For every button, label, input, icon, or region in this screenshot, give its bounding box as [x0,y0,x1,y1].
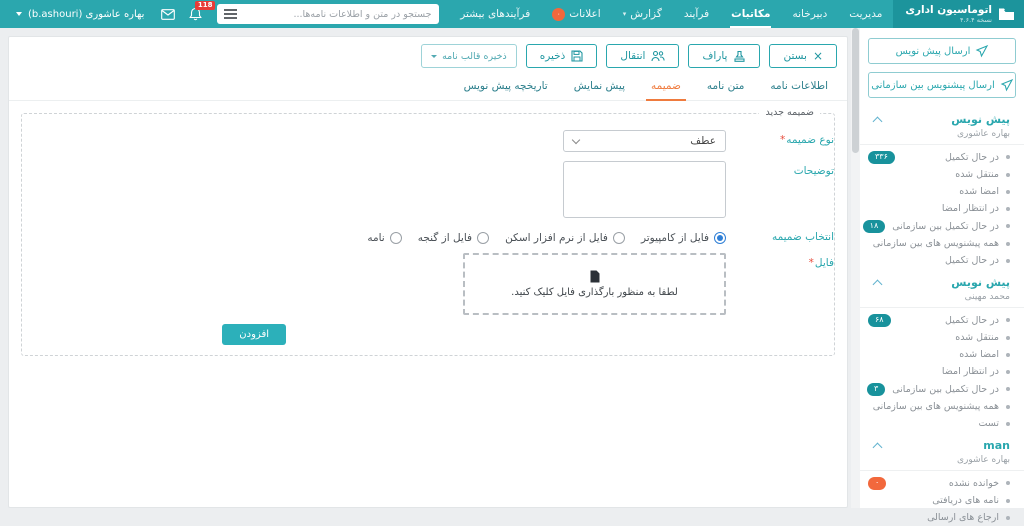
bullet-icon [1006,155,1010,159]
sidebar-folder-label: در حال تکمیل [945,151,999,163]
sidebar-folder-item[interactable] [860,474,1024,492]
sidebar-folder-label: همه پیشنویس های بین سازمانی [872,401,999,412]
sidebar-folder-label: نامه های دریافتی [932,495,999,506]
description-label: توضیحات [793,165,834,177]
add-attachment-button[interactable]: افزودن [222,324,286,345]
tab[interactable]: اطلاعات نامه [770,80,828,92]
section-owner: بهاره عاشوری [860,454,1024,471]
section-items [860,474,1024,526]
tab[interactable]: متن نامه [706,80,745,92]
sidebar-folder-label: منتقل شده [955,332,999,343]
app-logo[interactable] [893,0,1024,28]
topnav-item[interactable] [449,0,541,28]
sidebar-folder-item[interactable] [860,166,1024,183]
sidebar-folder-label: امضا شده [959,186,999,197]
radio-option[interactable] [367,232,401,244]
bullet-icon [1006,242,1010,246]
sidebar-folder-item[interactable] [860,329,1024,346]
bullet-icon [1006,353,1010,357]
letter-toolbar [9,37,847,71]
letter-tabs [9,71,847,101]
close-button[interactable] [769,44,837,68]
radio-label: نامه [367,232,385,244]
file-label: فایل* [808,257,834,269]
search-input[interactable] [243,9,439,20]
user-menu[interactable] [0,9,154,20]
sidebar-folder-label: امضا شده [959,349,999,360]
bullet-icon [1006,481,1010,485]
section-owner: محمد مهینی [860,291,1024,308]
topnav-item[interactable] [673,0,720,28]
search-box [217,4,439,24]
choose-attachment-row [22,227,834,244]
radio-option[interactable] [505,232,625,244]
save-icon [571,50,583,62]
sidebar-folder-label: همه پیشنویس های بین سازمانی [872,238,999,249]
sidebar-folder-label: در حال تکمیل بین سازمانی [892,383,999,395]
sidebar-folder-item[interactable] [860,380,1024,398]
add-row [22,324,834,345]
sidebar-folder-label: تست [978,418,999,429]
radio-label: فایل از گنجه [417,232,473,244]
sidebar-folder-label: منتقل شده [955,169,999,180]
sidebar-folder-item[interactable] [860,509,1024,526]
send-draft-label: ارسال پیش نویس [895,45,971,57]
paraph-button[interactable] [688,44,760,68]
sidebar-folder-item[interactable] [860,183,1024,200]
app-title: اتوماسیون اداری [905,3,992,16]
section-title: پیش نویس [951,276,1010,289]
send-icon [1001,79,1013,91]
send-interorg-label: ارسال پیشنویس بین سازمانی [871,79,995,91]
tab[interactable]: پیش نمایش [573,80,626,92]
envelope-icon [161,9,175,20]
count-badge: ۱۸ [863,220,886,233]
sidebar-folder-item[interactable] [860,235,1024,252]
notifications-bell-button[interactable] [182,0,213,28]
radio-icon [714,232,726,244]
bullet-icon [1006,387,1010,391]
sidebar-folder-item[interactable] [860,492,1024,509]
count-badge: ۳۳۶ [868,151,895,164]
sidebar-folder-label: در انتظار امضا [941,366,999,377]
sidebar-folder-item[interactable] [860,311,1024,329]
tab[interactable]: تاریخچه پیش نویس [463,80,548,92]
close-label: بستن [783,50,807,62]
topnav-item-label: مدیریت [849,8,883,20]
sidebar-folder-item[interactable] [860,200,1024,217]
topnav-item-label: اعلانات [569,8,601,20]
bullet-icon [1006,405,1010,409]
paraph-label: پاراف [702,50,728,62]
document-icon [590,270,600,283]
fieldset-legend: ضمیمه جدید [759,107,820,118]
user-name: بهاره عاشوری (b.ashouri) [28,8,145,20]
bullet-icon [1006,516,1010,520]
app-version: نسخه ۴.۶.۴ [960,16,992,24]
sidebar-folder-item[interactable] [860,217,1024,235]
radio-icon [613,232,625,244]
stamp-icon [733,50,746,63]
sidebar-section-header[interactable] [860,106,1024,128]
topnav-item[interactable] [541,0,611,28]
description-textarea[interactable] [563,161,726,218]
choose-attachment-label: انتخاب ضمیمه [771,231,834,243]
mail-count-badge: 118 [195,1,216,10]
send-interorg-draft-button[interactable] [868,72,1016,98]
chevron-up-icon [873,116,883,126]
sidebar-folder-label: در حال تکمیل [945,255,999,266]
caret-down-icon [431,55,437,58]
section-items [860,148,1024,269]
sidebar-folder-item[interactable] [860,363,1024,380]
attachment-type-select[interactable] [563,130,726,152]
sidebar-scrollbar[interactable] [851,28,860,508]
topnav-item-label: فرآیندهای بیشتر [460,8,531,20]
sidebar-folder-label: خوانده نشده [948,477,999,489]
send-draft-button[interactable] [868,38,1016,64]
section-items [860,311,1024,432]
sidebar-folder-item[interactable] [860,148,1024,166]
file-row [22,253,834,315]
selected-option: عطف [690,135,716,147]
topnav-item[interactable] [720,0,781,28]
chevron-up-icon [873,442,883,452]
main-nav [449,0,893,28]
bullet-icon [1006,318,1010,322]
scrollbar-thumb[interactable] [852,28,859,153]
save-label: ذخیره [539,50,566,62]
bullet-icon [1006,224,1010,228]
count-badge: ۶۸ [868,314,891,327]
folder-icon [998,7,1015,21]
dropzone-hint: لطفا به منظور بارگذاری فایل کلیک کنید. [511,287,678,298]
main-layout [0,28,1024,523]
chevron-down-icon [572,135,580,143]
section-title: پیش نویس [951,113,1010,126]
folders-sidebar [860,28,1024,523]
attachment-type-label: نوع ضمیمه* [779,134,834,146]
required-asterisk: * [808,257,814,269]
count-badge: ۳ [867,383,885,396]
sidebar-folder-item[interactable] [860,398,1024,415]
sidebar-folder-label: در حال تکمیل [945,314,999,326]
radio-option[interactable] [641,232,726,244]
section-title: man [983,439,1010,452]
sidebar-folder-item[interactable] [860,415,1024,432]
attachment-type-row [22,130,834,152]
radio-icon [477,232,489,244]
hamburger-menu-icon[interactable] [217,4,243,24]
topnav-item-label: مکاتبات [731,8,771,20]
file-dropzone[interactable] [463,253,726,315]
chevron-up-icon [873,279,883,289]
bullet-icon [1006,173,1010,177]
section-owner: بهاره عاشوری [860,128,1024,145]
bullet-icon [1006,370,1010,374]
content-area [0,28,851,508]
radio-label: فایل از کامپیوتر [640,232,709,244]
save-template-label: ذخیره قالب نامه [442,50,507,62]
bullet-icon [1006,499,1010,503]
topnav-item-label: گزارش [630,8,662,20]
sidebar-section-header[interactable] [860,432,1024,454]
sidebar-folder-item[interactable] [860,252,1024,269]
messages-button[interactable] [154,0,182,28]
transfer-button[interactable] [606,44,679,68]
people-icon [651,50,665,62]
radio-option[interactable] [418,232,489,244]
transfer-label: انتقال [620,50,646,62]
send-icon [976,45,988,57]
description-row [22,161,834,218]
topnav-item[interactable] [612,0,673,28]
required-asterisk: * [779,134,786,146]
topnav-item[interactable] [781,0,838,28]
top-navigation-bar [0,0,1024,28]
bullet-icon [1006,336,1010,340]
count-badge: ۰ [868,477,886,490]
attachment-source-radios [367,227,726,244]
topnav-item-label: دبیرخانه [792,8,828,20]
bullet-icon [1006,422,1010,426]
bullet-icon [1006,190,1010,194]
close-icon: × [812,49,823,63]
save-template-button[interactable] [421,44,517,68]
bullet-icon [1006,207,1010,211]
letter-card [8,36,848,508]
tab[interactable]: ضمیمه [638,71,694,100]
sidebar-section-header[interactable] [860,269,1024,291]
notification-count-badge: ۰ [552,8,565,21]
topnav-item-label: فرآیند [683,8,710,20]
save-button[interactable] [526,44,598,68]
sidebar-folder-label: در انتظار امضا [941,203,999,214]
topnav-item[interactable] [838,0,893,28]
bullet-icon [1006,259,1010,263]
sidebar-folder-label: در حال تکمیل بین سازمانی [892,220,999,232]
caret-down-icon: ▾ [622,10,627,18]
sidebar-folder-item[interactable] [860,346,1024,363]
new-attachment-fieldset [21,107,835,356]
sidebar-folder-label: ارجاع های ارسالی [927,512,999,523]
caret-down-icon [16,12,22,16]
radio-icon [390,232,402,244]
radio-label: فایل از نرم افزار اسکن [505,232,608,244]
